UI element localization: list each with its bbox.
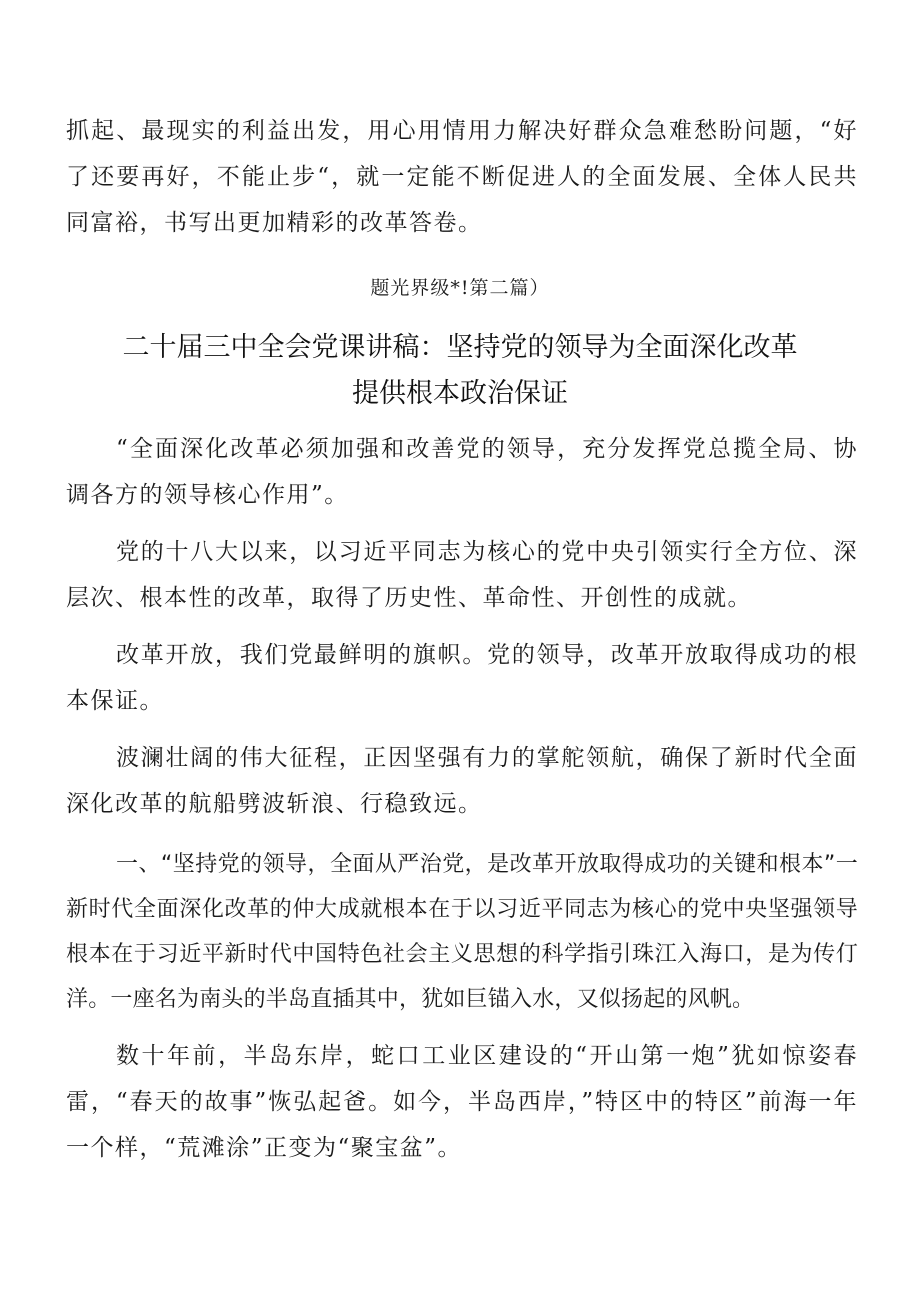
paragraph-quote: “全面深化改革必须加强和改善党的领导，充分发挥党总揽全局、协调各方的领导核心作用”。 <box>66 436 858 508</box>
page-title <box>0 325 920 417</box>
title-line-2: 提供根本政治保证 <box>352 378 568 409</box>
title-line-1: 二十届三中全会党课讲稿：坚持党的领导为全面深化改革 <box>122 332 798 363</box>
intro-paragraph: 抓起、最现实的利益出发，用心用情用力解决好群众急难愁盼问题，“好了还要再好，不能止步“，就一定能不断促进人的全面发展、全体人民共同富裕，书写出更加精彩的改革答卷。 <box>66 118 858 236</box>
paragraph-section-one: 一、“坚持党的领导，全面从严治党，是改革开放取得成功的关键和根本”一新时代全面深化改革的仲大成就根本在于以习近平同志为核心的党中央坚强领导 根本在于习近平新时代中国特色社会主义思想的科学指引珠江入海口，是为传仃洋。一座名为南头的半岛直插其中，犹如巨锚入水，又似扬起的风帆。 <box>66 852 858 1012</box>
paragraph-decades-ago: 数十年前，半岛东岸，蛇口工业区建设的“开山第一炮”犹如惊姿春雷，“春天的故事”恢弘起爸。如今，半岛西岸，”特区中的特区”前海一年一个样，“荒滩涂”正变为“聚宝盆”。 <box>66 1043 858 1161</box>
paragraph-great-journey: 波澜壮阔的伟大征程，正因坚强有力的掌舵领航，确保了新时代全面深化改革的航船劈波斩浪、行稳致远。 <box>66 745 858 817</box>
paragraph-18th-congress: 党的十八大以来，以习近平同志为核心的党中央引领实行全方位、深层次、根本性的改革，取得了历史性、革命性、开创性的成就。 <box>66 539 858 611</box>
section-subtitle: 题光界级*!第二篇） <box>370 277 550 299</box>
paragraph-reform-opening: 改革开放，我们党最鲜明的旗帜。党的领导，改革开放取得成功的根本保证。 <box>66 642 858 714</box>
